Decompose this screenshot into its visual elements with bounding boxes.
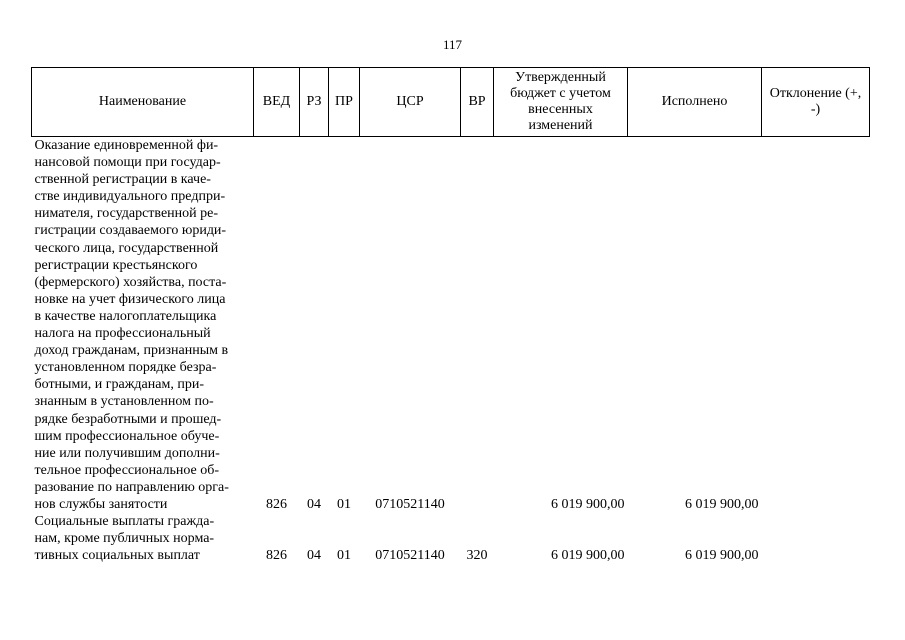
name-line: тивных социальных выплат	[34, 548, 200, 564]
name-line: разование по направлению орга-	[34, 479, 229, 495]
name-line: регистрации крестьянского	[34, 257, 198, 273]
header-pr: ПР	[329, 68, 360, 137]
header-row	[32, 68, 870, 137]
name-line: гистрации создаваемого юриди-	[34, 223, 227, 239]
cell-csr: 0710521140	[375, 496, 445, 512]
name-line: в качестве налогоплательщика	[34, 308, 217, 324]
page-number: 117	[442, 37, 463, 52]
cell-executed: 6 019 900,00	[685, 496, 759, 512]
name-line: знанным в установленном по-	[34, 394, 214, 410]
header-approved-budget: Утвержденный бюджет с учетом внесенных изменений	[494, 68, 628, 137]
header-executed: Исполнено	[628, 68, 762, 137]
header-ved: ВЕД	[254, 68, 300, 137]
name-line: доход гражданам, признанным в	[34, 343, 229, 359]
cell-csr: 0710521140	[375, 548, 445, 564]
cell-rz: 04	[307, 548, 321, 564]
name-line: тельное профессиональное об-	[34, 462, 219, 478]
name-line: ние или получившим дополни-	[34, 445, 220, 461]
header-name: Наименование	[32, 68, 254, 137]
cell-deviation	[762, 513, 870, 564]
cell-pr: 01	[337, 496, 351, 512]
name-line: Социальные выплаты гражда-	[34, 514, 215, 530]
name-line: ботными, и гражданам, при-	[34, 377, 204, 393]
header-rz: РЗ	[300, 68, 329, 137]
name-line: ственной регистрации в каче-	[34, 172, 211, 188]
name-line: стве индивидуального предпри-	[34, 189, 226, 205]
header-csr: ЦСР	[360, 68, 461, 137]
cell-deviation	[762, 137, 870, 514]
header-vr: ВР	[461, 68, 494, 137]
header-deviation: Отклонение (+, -)	[762, 68, 870, 137]
name-line: шим профессиональное обуче-	[34, 428, 220, 444]
cell-vr	[461, 137, 494, 514]
name-line: установленном порядке безра-	[34, 360, 217, 376]
name-line: налога на профессиональный	[34, 326, 211, 342]
cell-approved-budget: 6 019 900,00	[551, 496, 625, 512]
cell-ved: 826	[266, 496, 287, 512]
table-row	[32, 137, 870, 514]
table-row	[32, 513, 870, 564]
cell-name	[32, 137, 254, 514]
cell-pr: 01	[337, 548, 351, 564]
name-line: нов службы занятости	[34, 496, 168, 512]
cell-executed: 6 019 900,00	[685, 548, 759, 564]
cell-name	[32, 513, 254, 564]
name-line: рядке безработными и прошед-	[34, 411, 222, 427]
name-line: ческого лица, государственной	[34, 240, 219, 256]
name-line: нам, кроме публичных норма-	[34, 531, 215, 547]
name-line: Оказание единовременной фи-	[34, 138, 219, 153]
budget-execution-table	[31, 67, 870, 564]
name-line: нансовой помощи при государ-	[34, 155, 221, 171]
name-line: новке на учет физического лица	[34, 291, 226, 307]
name-line: (фермерского) хозяйства, поста-	[34, 274, 227, 290]
cell-vr: 320	[466, 548, 488, 564]
cell-rz: 04	[307, 496, 321, 512]
cell-ved: 826	[266, 548, 287, 564]
name-line: нимателя, государственной ре-	[34, 206, 219, 222]
cell-approved-budget: 6 019 900,00	[551, 548, 625, 564]
